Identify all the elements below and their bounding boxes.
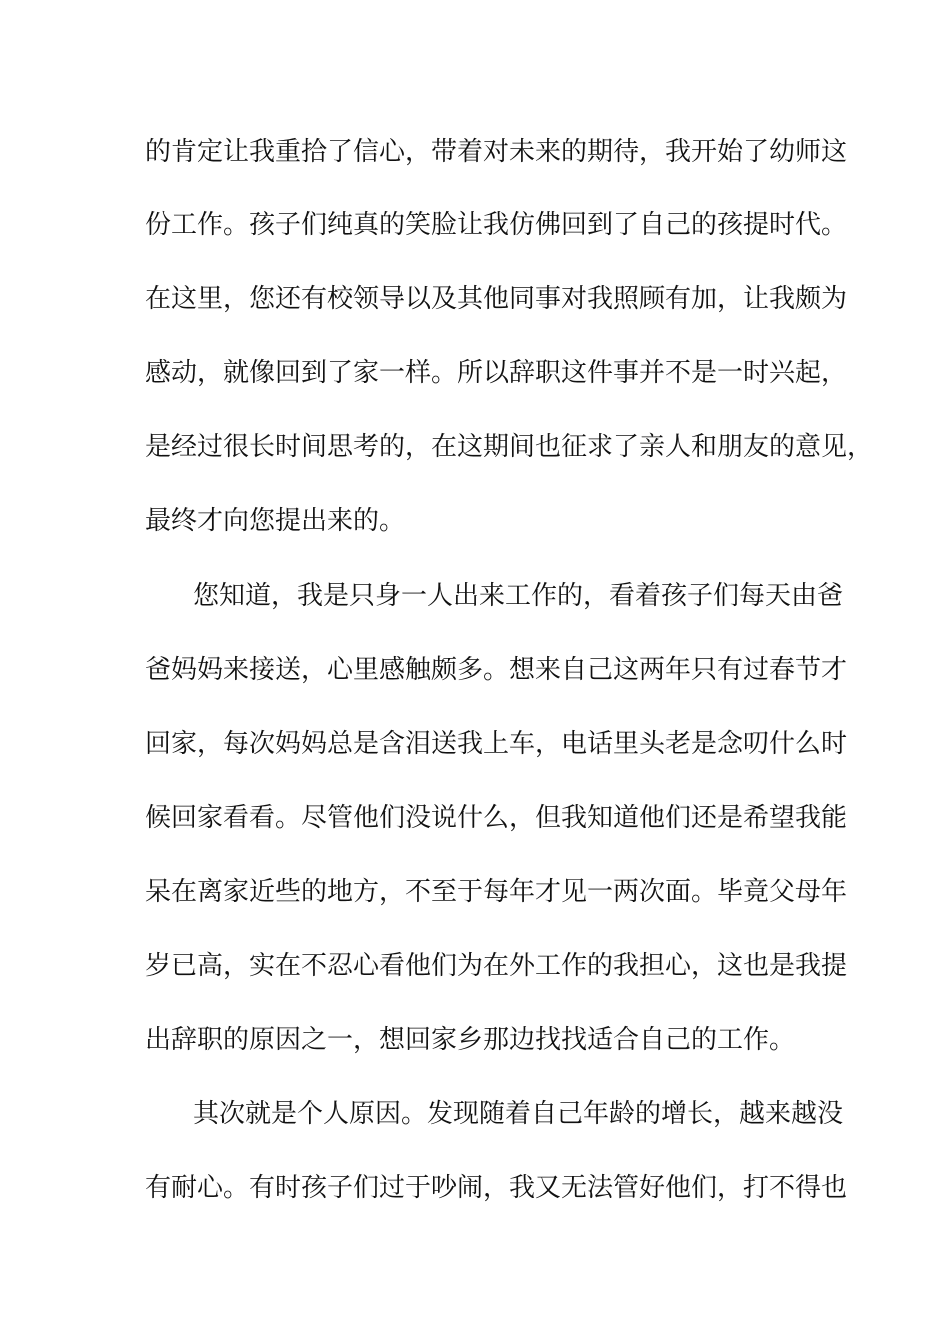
text-line: 的肯定让我重拾了信心，带着对未来的期待，我开始了幼师这 [145,137,848,167]
text-line: 份工作。孩子们纯真的笑脸让我仿佛回到了自己的孩提时代。 [145,210,848,240]
paragraph-first-line: 您知道，我是只身一人出来工作的，看着孩子们每天由爸 [193,581,844,611]
text-line: 感动，就像回到了家一样。所以辞职这件事并不是一时兴起， [145,358,848,388]
text-line: 在这里，您还有校领导以及其他同事对我照顾有加，让我颇为 [145,284,848,314]
text-line: 是经过很长时间思考的，在这期间也征求了亲人和朋友的意见， [145,432,874,462]
text-line: 出辞职的原因之一，想回家乡那边找找适合自己的工作。 [145,1025,796,1055]
text-line: 最终才向您提出来的。 [145,506,406,536]
text-line: 候回家看看。尽管他们没说什么，但我知道他们还是希望我能 [145,803,848,833]
text-line: 有耐心。有时孩子们过于吵闹，我又无法管好他们，打不得也 [145,1173,848,1203]
text-line: 岁已高，实在不忍心看他们为在外工作的我担心，这也是我提 [145,951,848,981]
paragraph-first-line: 其次就是个人原因。发现随着自己年龄的增长，越来越没 [193,1099,844,1129]
text-line: 回家，每次妈妈总是含泪送我上车，电话里头老是念叨什么时 [145,729,848,759]
text-line: 爸妈妈来接送，心里感触颇多。想来自己这两年只有过春节才 [145,655,848,685]
text-line: 呆在离家近些的地方，不至于每年才见一两次面。毕竟父母年 [145,877,848,907]
